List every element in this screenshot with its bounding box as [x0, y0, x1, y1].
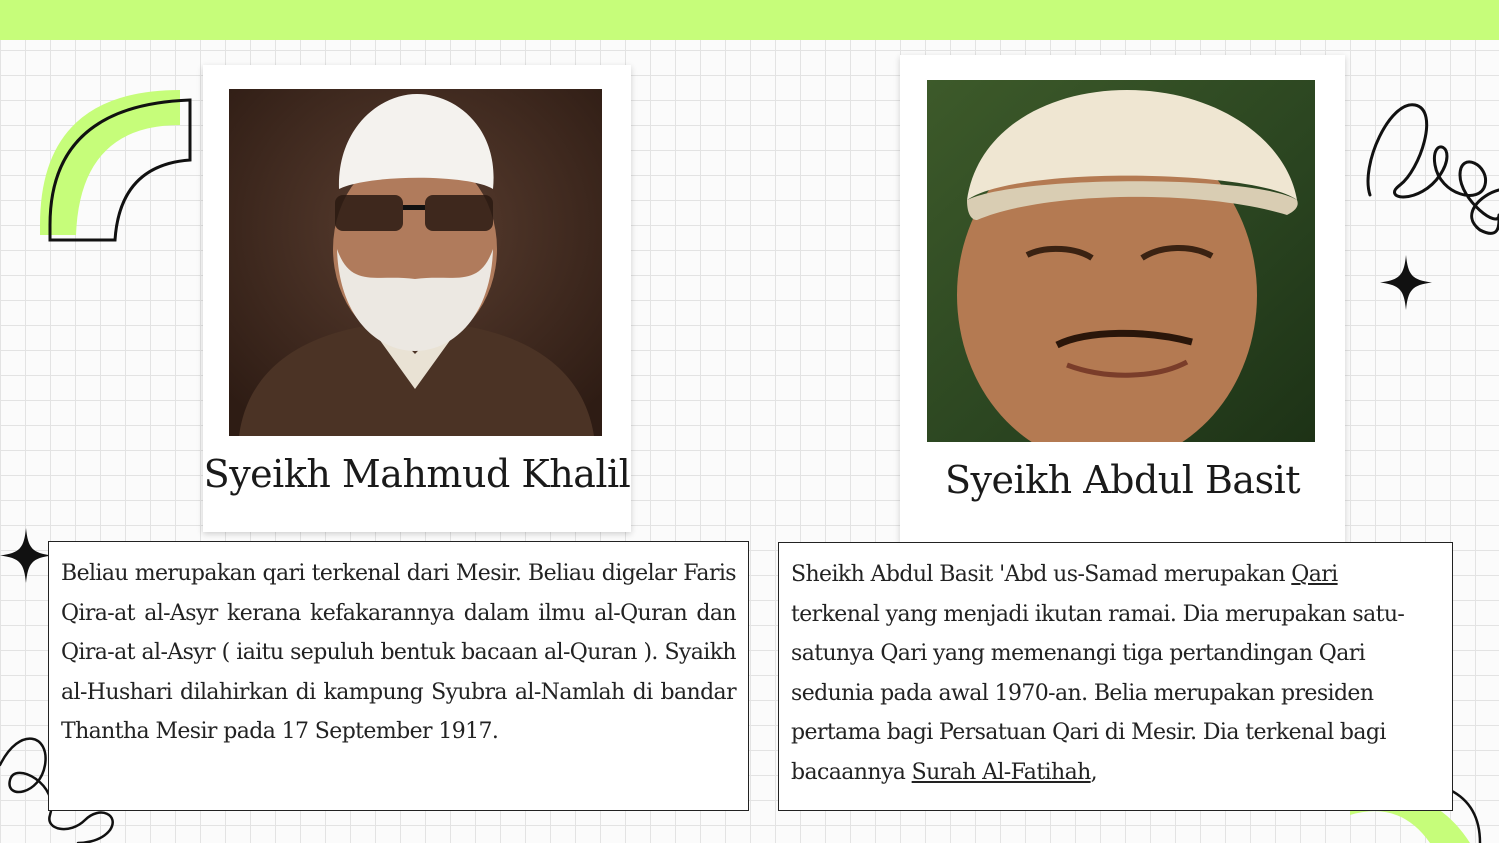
- top-accent-bar: [0, 0, 1499, 40]
- description-text: Sheikh Abdul Basit 'Abd us-Samad merupakan: [791, 562, 1292, 587]
- description-text: Beliau merupakan qari terkenal dari Mesir. Beliau digelar Faris Qira-at al-Asyr kerana kefakarannya dalam ilmu al-Quran dan Qira-at al-Asyr ( iaitu sepuluh bentuk bacaan al-Quran ). Syaikh al-Hushari dilahirkan di kampung Syubra al-Namlah di bandar Thantha Mesir pada 17 September 1917.: [61, 561, 736, 745]
- profile-card-right: [900, 55, 1345, 543]
- profile-name: Syeikh Abdul Basit: [944, 458, 1301, 502]
- profile-name: Syeikh Mahmud Khalil: [203, 452, 631, 496]
- swirl-decoration: [1360, 95, 1499, 245]
- portrait-photo-mahmud-khalil: [229, 89, 602, 436]
- link-qari[interactable]: Qari: [1291, 562, 1338, 587]
- arc-decoration: [30, 85, 200, 250]
- link-surah-al-fatihah[interactable]: Surah Al-Fatihah: [911, 759, 1091, 785]
- sparkle-icon: [0, 528, 52, 583]
- profile-card-left: [203, 65, 631, 532]
- description-text: terkenal yang menjadi ikutan ramai. Dia merupakan satu-satunya Qari yang memenangi tiga pertandingan Qari sedunia pada awal 1970-an. Belia merupakan presiden pertama bagi Persatuan Qari di Mesir. Dia terkenal bagi bacaannya: [791, 601, 1405, 785]
- sparkle-icon: [1380, 255, 1432, 310]
- description-text: ,: [1090, 759, 1098, 785]
- description-box-right: [778, 542, 1453, 811]
- portrait-photo-abdul-basit: [927, 80, 1315, 442]
- description-box-left: [48, 541, 749, 811]
